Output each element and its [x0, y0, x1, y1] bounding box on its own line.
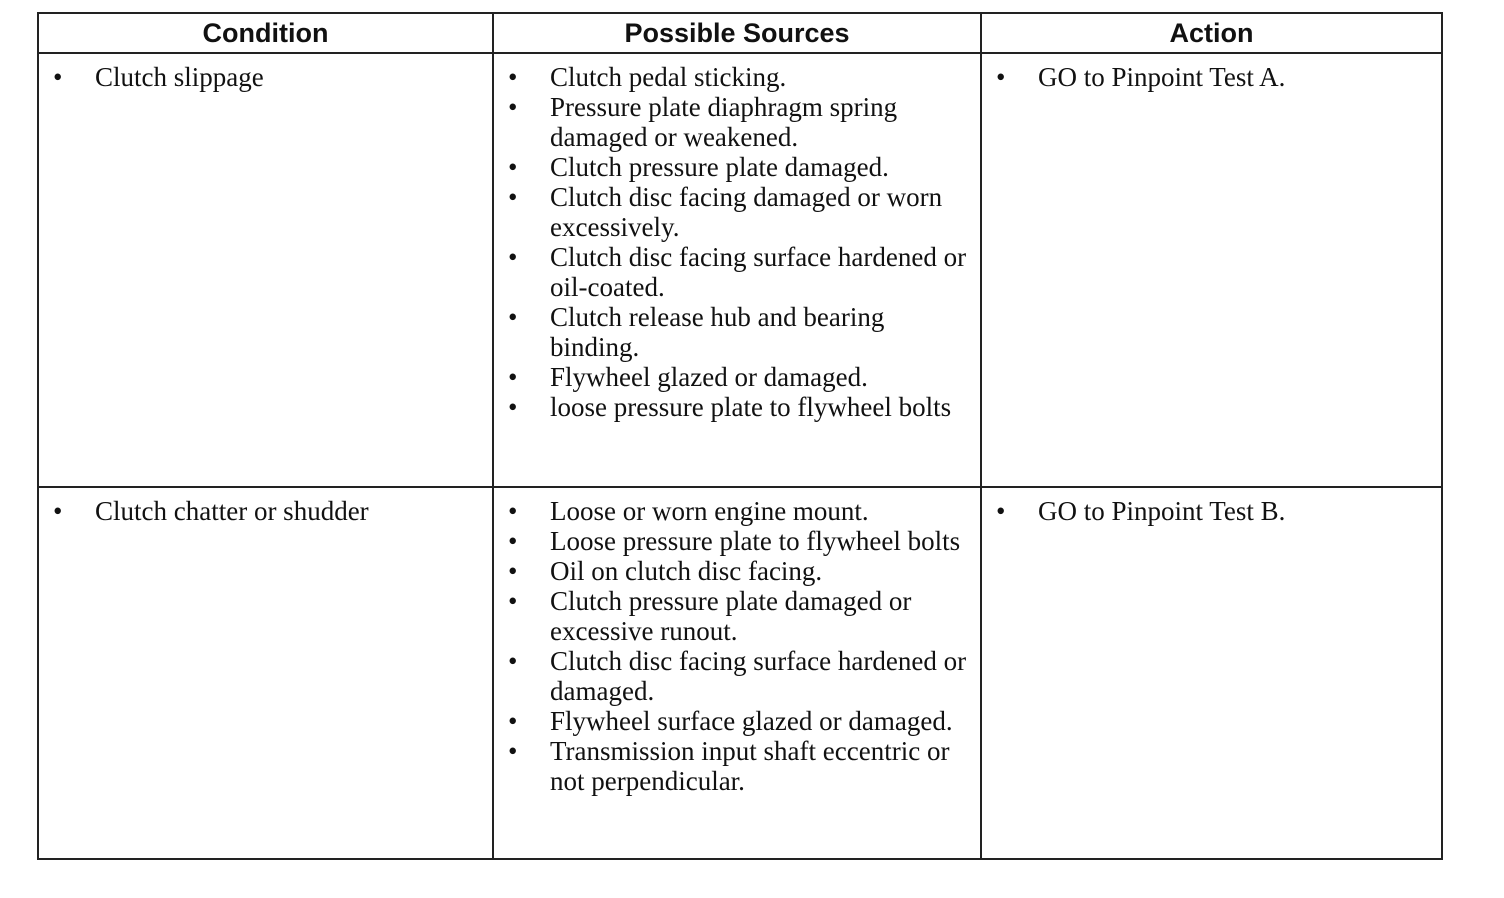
source-text: Loose or worn engine mount.	[550, 496, 869, 526]
source-text: Pressure plate diaphragm spring damaged or weakened.	[550, 92, 898, 152]
sources-cell	[493, 487, 981, 859]
list-item	[982, 62, 1441, 92]
source-text: Loose pressure plate to flywheel bolts	[550, 526, 961, 556]
condition-cell	[38, 53, 493, 487]
header-possible-sources: Possible Sources	[493, 13, 981, 53]
list-item	[494, 556, 980, 586]
bullet-icon: •	[508, 92, 518, 122]
source-text: Flywheel surface glazed or damaged.	[550, 706, 953, 736]
source-text: Clutch release hub and bearing binding.	[550, 302, 885, 362]
bullet-icon: •	[508, 182, 518, 212]
bullet-icon: •	[508, 362, 518, 392]
list-item	[494, 586, 980, 646]
condition-text: Clutch chatter or shudder	[95, 496, 369, 526]
list-item	[494, 736, 980, 796]
bullet-icon: •	[508, 586, 518, 616]
list-item	[494, 62, 980, 92]
list-item	[494, 706, 980, 736]
table-row	[38, 487, 1442, 859]
bullet-icon: •	[508, 62, 518, 92]
diagnosis-table	[37, 12, 1443, 860]
bullet-icon: •	[508, 526, 518, 556]
condition-cell	[38, 487, 493, 859]
bullet-icon: •	[508, 152, 518, 182]
source-text: Flywheel glazed or damaged.	[550, 362, 868, 392]
bullet-icon: •	[508, 242, 518, 272]
source-text: Clutch pressure plate damaged or excessive runout.	[550, 586, 912, 646]
list-item	[494, 182, 980, 242]
list-item	[494, 392, 980, 422]
action-cell	[981, 53, 1442, 487]
source-text: Transmission input shaft eccentric or not perpendicular.	[550, 736, 950, 796]
bullet-icon: •	[996, 62, 1006, 92]
source-text: Clutch disc facing surface hardened or oil-coated.	[550, 242, 967, 302]
sources-cell	[493, 53, 981, 487]
list-item	[494, 302, 980, 362]
source-text: Oil on clutch disc facing.	[550, 556, 823, 586]
condition-text: Clutch slippage	[95, 62, 264, 92]
list-item	[39, 62, 492, 92]
list-item	[494, 242, 980, 302]
action-text: GO to Pinpoint Test A.	[1038, 62, 1286, 92]
source-text: Clutch disc facing surface hardened or damaged.	[550, 646, 967, 706]
source-text: Clutch pedal sticking.	[550, 62, 787, 92]
source-text: Clutch disc facing damaged or worn excessively.	[550, 182, 943, 242]
action-cell	[981, 487, 1442, 859]
bullet-icon: •	[53, 496, 63, 526]
bullet-icon: •	[996, 496, 1006, 526]
bullet-icon: •	[508, 556, 518, 586]
bullet-icon: •	[508, 496, 518, 526]
table-row	[38, 53, 1442, 487]
bullet-icon: •	[508, 706, 518, 736]
bullet-icon: •	[508, 646, 518, 676]
bullet-icon: •	[508, 736, 518, 766]
bullet-icon: •	[53, 62, 63, 92]
bullet-icon: •	[508, 392, 518, 422]
list-item	[494, 496, 980, 526]
list-item	[494, 92, 980, 152]
action-text: GO to Pinpoint Test B.	[1038, 496, 1286, 526]
source-text: loose pressure plate to flywheel bolts	[550, 392, 952, 422]
list-item	[494, 646, 980, 706]
header-row	[38, 13, 1442, 53]
list-item	[982, 496, 1441, 526]
header-condition: Condition	[38, 13, 493, 53]
source-text: Clutch pressure plate damaged.	[550, 152, 889, 182]
list-item	[494, 526, 980, 556]
header-action: Action	[981, 13, 1442, 53]
list-item	[494, 152, 980, 182]
bullet-icon: •	[508, 302, 518, 332]
list-item	[494, 362, 980, 392]
list-item	[39, 496, 492, 526]
